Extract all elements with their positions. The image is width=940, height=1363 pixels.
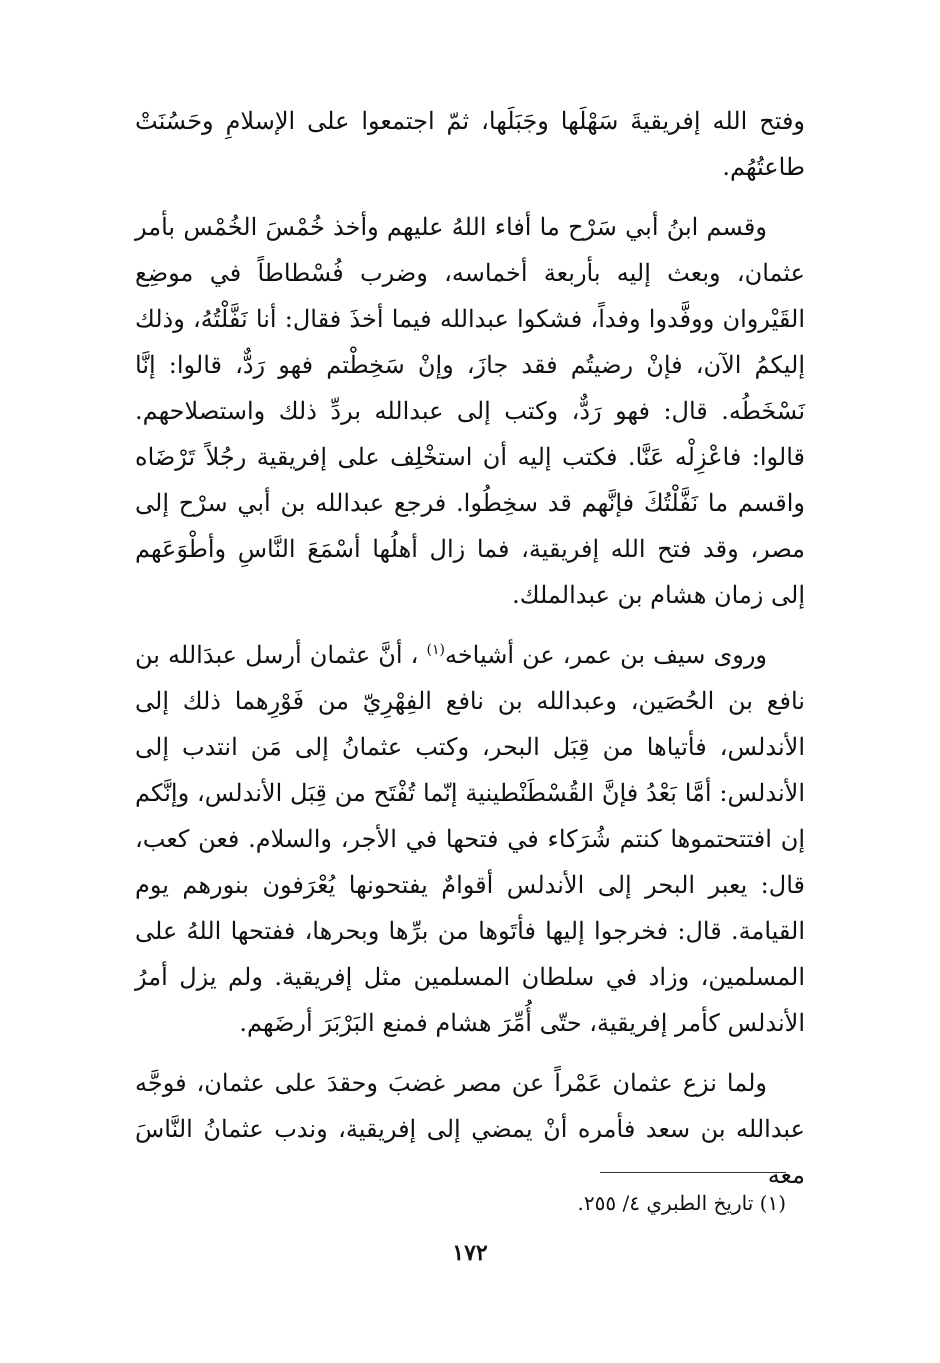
paragraph-3-rest: ، أنَّ عثمان أرسل عبدَالله بن نافع بن الحُصَين، وعبدالله بن نافع الفِهْرِيّ من فَوْرِهما ذلك إلى الأندلس، فأتياها من قِبَل البحر، وكتب عثمانُ إلى مَن انتدب إلى الأندلس: أمَّا بَعْدُ فإنَّ القُسْطَنْطينية إنّما تُفْتَح من قِبَل الأندلس، وإنَّكم إن افتتحتموها كنتم شُرَكاء في فتحها في الأجر، والسلام. فعن كعب، قال: يعبر البحر إلى الأندلس أقوامٌ يفتحونها يُعْرَفون بنورهم يوم القيامة. قال: فخرجوا إليها فأتَوها من برِّها وبحرها، ففتحها اللهُ على المسلمين، وزاد في سلطان المسلمين مثل إفريقية. ولم يزل أمرُ الأندلس كأمر إفريقية، حتّى أُمِّرَ هشام فمنع البَرْبَرَ أرضَهم. <box>135 641 806 1037</box>
footnote-reference[interactable]: (١) <box>426 642 445 658</box>
paragraph-4: ولما نزع عثمان عَمْراً عن مصر غضبَ وحقدَ على عثمان، فوجَّه عبدالله بن سعد فأمره أنْ يمضي إلى إفريقية، وندب عثمانُ النَّاسَ معه <box>135 1069 805 1189</box>
paragraph-3 <box>135 632 805 1046</box>
paragraph-2: وقسم ابنُ أبي سَرْح ما أفاء اللهُ عليهم وأخذ خُمْسَ الخُمْس بأمر عثمان، وبعث إليه بأربعة أخماسه، وضرب فُسْطاطاً في موضِع القَيْروان ووفَّدوا وفداً، فشكوا عبدالله فيما أخذَ فقال: أنا نَفَّلْتُهُ، وذلك إليكمُ الآن، فإنْ رضيتُم فقد جازَ، وإنْ سَخِطْتم فهو رَدٌّ، قالوا: إنَّا نَسْخَطُه. قال: فهو رَدٌّ، وكتب إلى عبدالله بردِّ ذلك واستصلاحهم. قالوا: فاعْزِلْه عَنَّا. فكتب إليه أن استخْلِف على إفريقية رجُلاً تَرْضَاه واقسم ما نَفَّلْتُكَ فإنَّهم قد سخِطُوا. فرجع عبدالله بن أبي سرْح إلى مصر، وقد فتح الله إفريقية، فما زال أهلُها أسْمَعَ النَّاسِ وأطْوَعَهم إلى زمان هشام بن عبدالملك. <box>135 213 805 609</box>
main-text <box>135 98 805 1212</box>
footnote: (١) تاريخ الطبري ٤/ ٢٥٥. <box>577 1191 786 1215</box>
paragraph-1: وفتح الله إفريقيةَ سَهْلَها وجَبَلَها، ثمّ اجتمعوا على الإسلامِ وحَسُنَتْ طاعتُهُم. <box>135 107 806 181</box>
page-number: ١٧٢ <box>452 1240 488 1266</box>
paragraph-3-start: وروى سيف بن عمر، عن أشياخه <box>444 641 768 669</box>
footnote-divider <box>600 1172 786 1173</box>
